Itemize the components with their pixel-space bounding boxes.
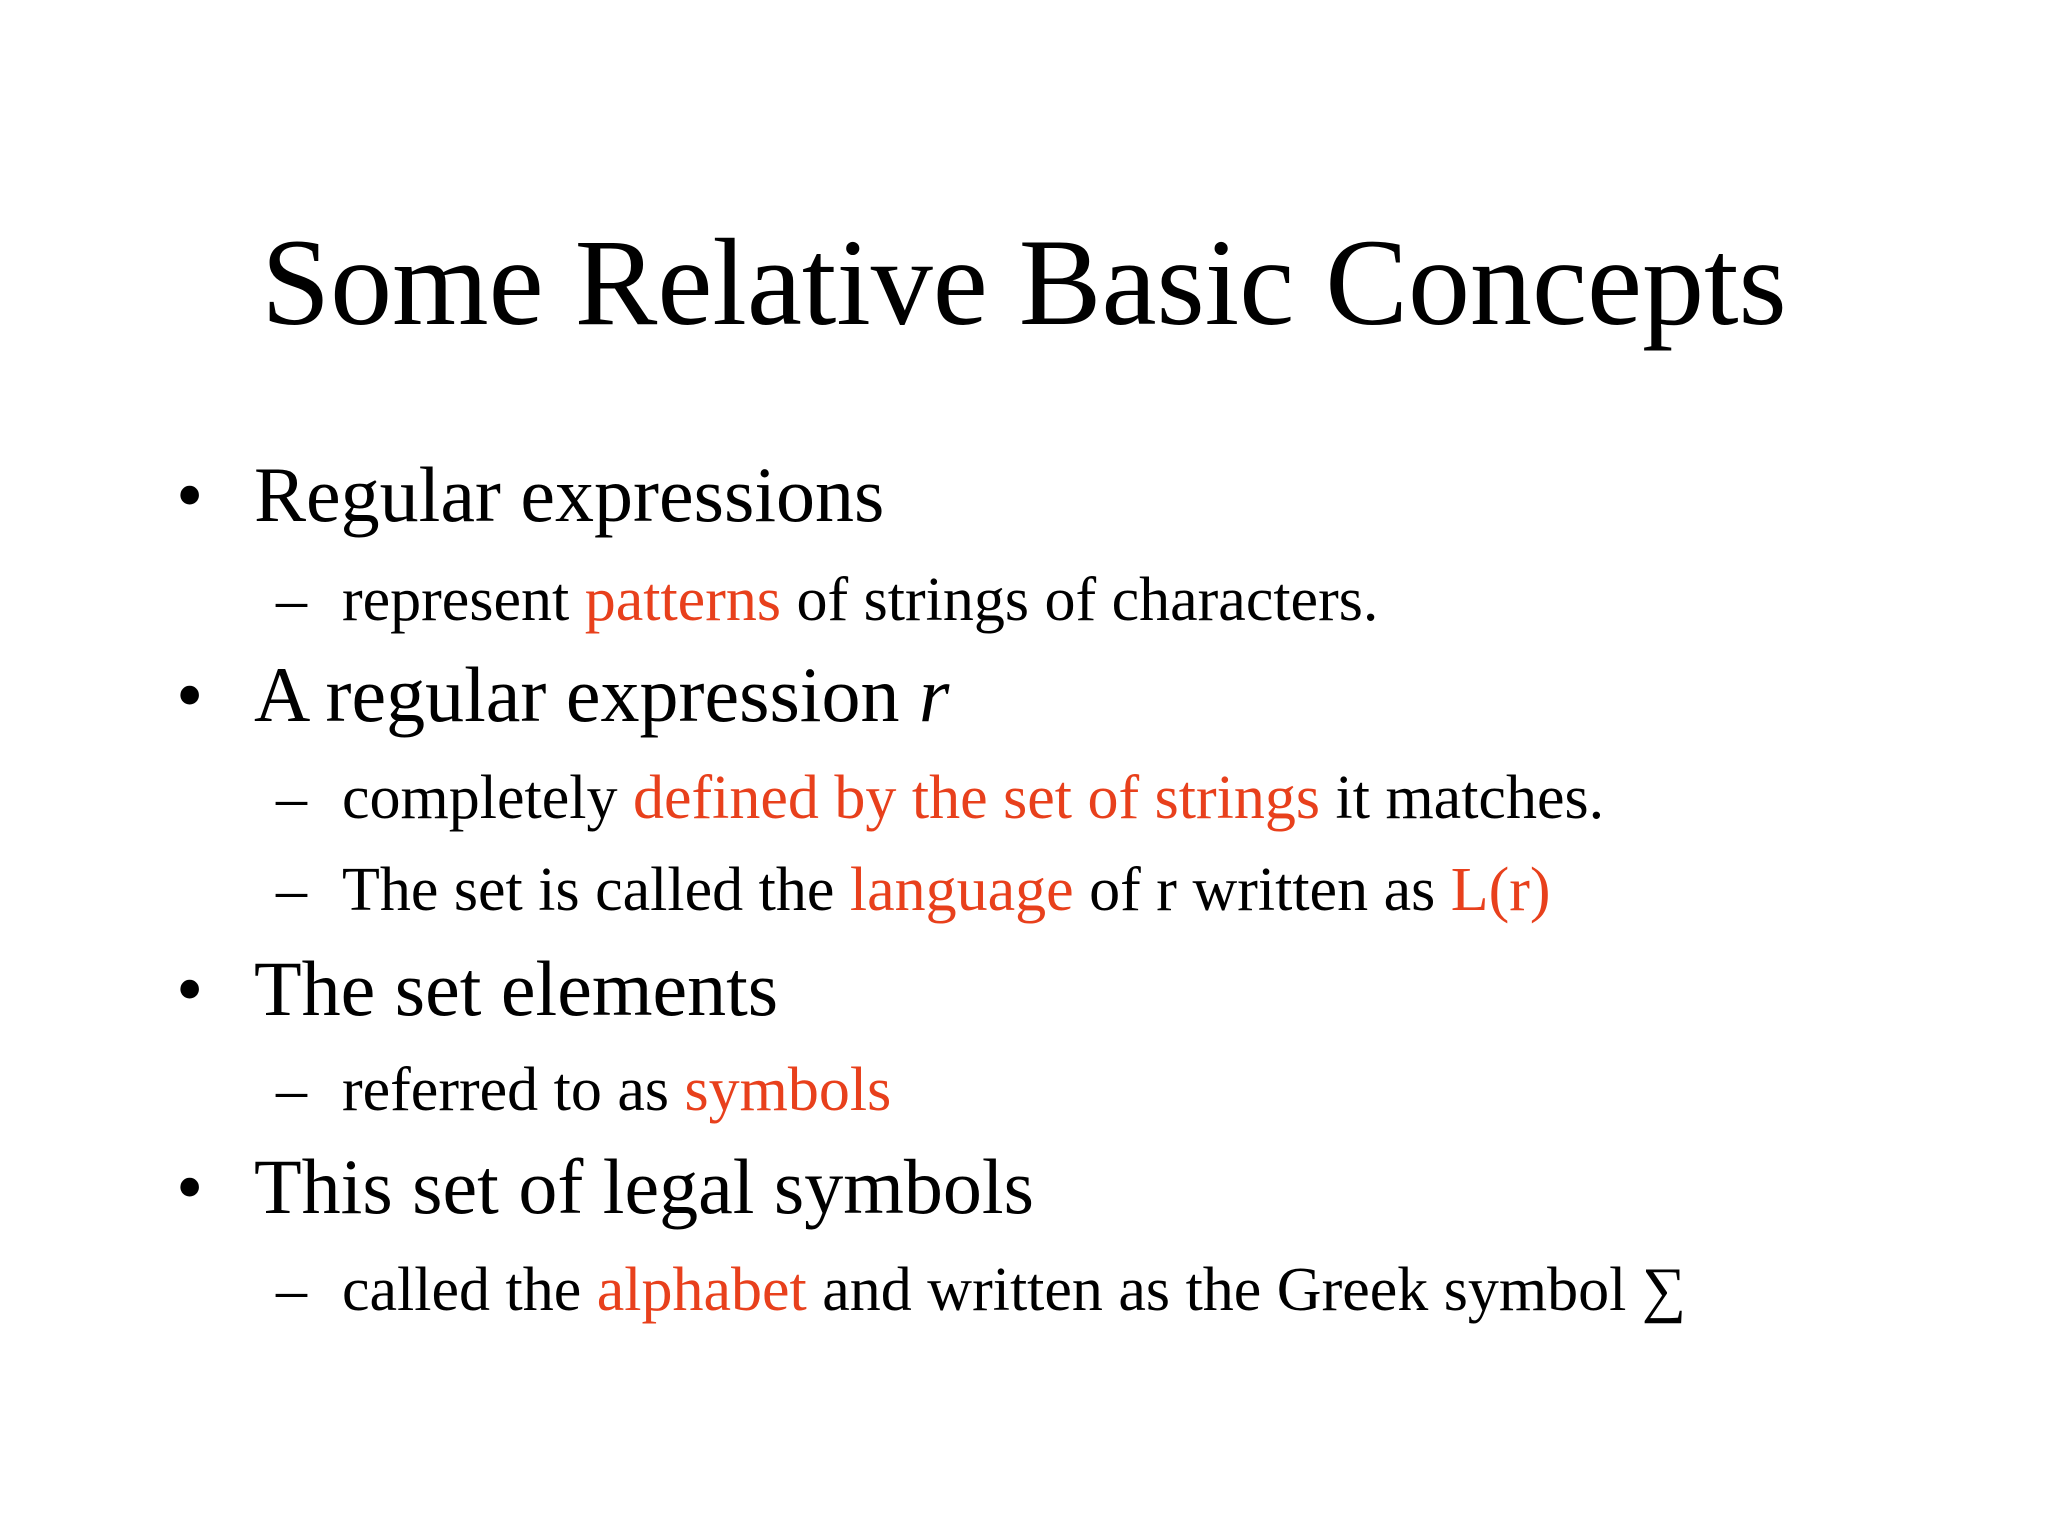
sub-bullet-text: completely defined by the set of strings it matches. [342, 764, 1605, 832]
highlighted-term: patterns [584, 566, 781, 634]
dash-marker: – [276, 1056, 307, 1124]
highlighted-term: L(r) [1450, 856, 1551, 924]
sub-bullet-text: referred to as symbols [342, 1056, 892, 1124]
bullet-text: A regular expression r [254, 651, 950, 738]
bullet-marker: • [176, 945, 204, 1032]
sub-bullet-text: called the alphabet and written as the Greek symbol ∑ [342, 1256, 1687, 1324]
bullet-marker: • [176, 1143, 204, 1230]
dash-marker: – [276, 856, 307, 924]
bullet-text: The set elements [254, 945, 779, 1032]
dash-marker: – [276, 566, 307, 634]
bullet-marker: • [176, 451, 204, 538]
bullet-text: This set of legal symbols [254, 1143, 1034, 1230]
highlighted-term: language [849, 856, 1074, 924]
bullet-marker: • [176, 651, 204, 738]
slide-title: Some Relative Basic Concepts [261, 214, 1787, 351]
bullet-text: Regular expressions [254, 451, 885, 538]
dash-marker: – [276, 1256, 307, 1324]
variable-r: r [918, 651, 950, 738]
highlighted-term: defined by the set of strings [632, 764, 1320, 832]
dash-marker: – [276, 764, 307, 832]
highlighted-term: alphabet [596, 1256, 807, 1324]
highlighted-term: symbols [684, 1056, 892, 1124]
sub-bullet-text: The set is called the language of r written as L(r) [342, 856, 1551, 924]
sub-bullet-text: represent patterns of strings of characters. [342, 566, 1379, 634]
